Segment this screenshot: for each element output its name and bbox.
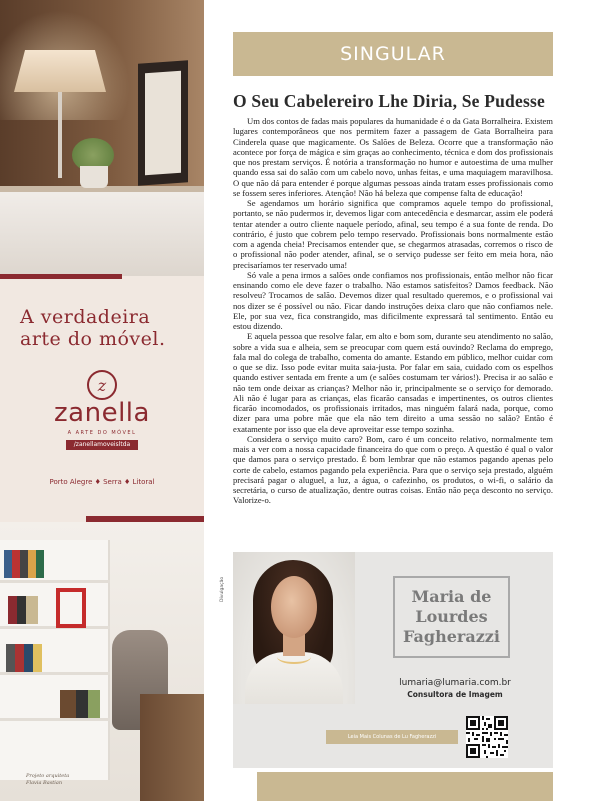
- divider: [0, 274, 122, 279]
- desk: [0, 186, 204, 276]
- paragraph: Considera o serviço muito caro? Bom, caro é um conceito relativo, normalmente tem mais a ver com a nossa capacidade financeira do que com o preço. A questão é qual o valor que damos para o serviço prestado. É bom lembrar que não estamos pagando apenas pelo corte de cabelo, estamos pagando pela experiência. Para que o serviço seja prestado, alguém precisará pagar o aluguel, a luz, a água, o cafezinho, os produtos, o wi-fi, o salário da secretária, o curso de atualização, dentre outras coisas. Então não peça desconto no serviço. Valorize-o.: [233, 433, 553, 506]
- interior-photo-lamp: [0, 0, 204, 276]
- section-banner: SINGULAR: [233, 32, 553, 76]
- photo-credit: Projeto arquiteta Flavia Bastian: [26, 773, 70, 786]
- article-body: [233, 116, 553, 506]
- paragraph: Só vale a pena irmos a salões onde confiamos nos profissionais, então melhor não ficar ensinando como ele deve fazer o trabalho. Não estamos satisfeitos? Damos feedback. Não resolveu? Trocamos de salão. Devemos dizer qual resultado queremos, e o profissional vai nos dizer se é possível ou não. Ficar dando instruções deixa claro que não confiamos nele. Ele, por sua vez, fica constrangido, mas dificilmente expressará tal sentimento. Então eu estou dizendo.: [233, 269, 553, 331]
- more-columns-button[interactable]: Leia Mais Colunas de Lu Fagherazzi: [326, 730, 458, 744]
- paragraph: Um dos contos de fadas mais populares da humanidade é o da Gata Borralheira. Existem lugares contemporâneos que nos permitem fazer a passagem de Gata Borralheira para Cinderela quase que magicamente. Os Salões de Beleza. Ocorre que a transformação não acontece por força de mágica e sim graças ao conhecimento, técnica e dom dos profissionais que nos prestam serviços. É notória a transformação no humor e autoestima de uma mulher quando essa sai do salão com um cabelo novo, unhas feitas, e uma maquiagem maravilhosa. O que não dá para entender é porque algumas pessoas ainda tratam esses profissionais como se fossem seres inferiores. Atenção! Não há beleza que compense falta de educação!: [233, 116, 553, 198]
- paragraph: E aquela pessoa que resolve falar, em alto e bom som, durante seu atendimento no salão, sobre a vida sua e alheia, sem se preocupar com quem está ouvindo? Reclama do emprego, fala mal do colega de trabalho, comenta do amante. Estando em público, melhor cuidar com o que se diz. Isso pode evitar muita saia-justa. Por falar em saia, cuidado com os espelhos quando estiver sentada em frente a um (e salões costumam ter vários!). Precisa ir ao salão e não tem onde deixar as crianças? Melhor não ir, principalmente se o serviço for demorado. Ali não é lugar para as crianças, elas ficarão cansadas e impertinentes, os outros clientes ficarão incomodados, os profissionais irritados, mas ninguém falará nada, porque, como dizer para uma pobre mãe que ela não tem direito a uma sessão no salão? Então é exatamente por isso que ela deve aproveitar esse tempo sozinha.: [233, 331, 553, 434]
- zanella-logo-icon: z: [87, 370, 117, 400]
- desk: [140, 694, 204, 801]
- article-title: O Seu Cabelereiro Lhe Diria, Se Pudesse: [233, 91, 545, 111]
- author-name: Maria de Lourdes Fagherazzi: [403, 587, 500, 646]
- interior-photo-office: [0, 522, 204, 801]
- red-shelf-box: [56, 588, 86, 628]
- author-photo: [233, 552, 355, 704]
- bookshelf: [0, 540, 110, 780]
- author-email-link[interactable]: lumaria@lumaria.com.br: [399, 678, 511, 688]
- photo-credit: Divulgação: [220, 576, 225, 602]
- ad-brand: zanella: [54, 398, 150, 428]
- footer-bar: [233, 772, 553, 801]
- facebook-link[interactable]: /zanellamoveisltda: [66, 440, 138, 450]
- ad-brand-subtitle: A ARTE DO MÓVEL: [67, 430, 137, 436]
- lamp-icon: [14, 50, 106, 92]
- ad-locations: Porto Alegre ♦ Serra ♦ Litoral: [49, 478, 155, 486]
- ad-tagline: A verdadeira arte do móvel.: [20, 306, 166, 350]
- author-role: Consultora de Imagem: [407, 690, 503, 699]
- qr-code-icon[interactable]: [466, 716, 508, 758]
- paragraph: Se agendamos um horário significa que compramos aquele tempo do profissional, portanto, se não pudermos ir, devemos ligar com antecedência e desmarcar, assim ele poderá tentar atender a outro cliente naquele período, afinal, seu tempo é a sua fonte de renda. Do contrário, é justo que cobrem pelo tempo reservado. Profissionais bons normalmente estão com a agenda cheia! Precisamos entender que, se chegarmos atrasadas, corremos o risco de o profissional não poder atender, afinal, se o serviço pudesse ser feito em meia hora, não precisaríamos ter reservado uma!: [233, 198, 553, 270]
- zanella-advertisement: [0, 0, 204, 801]
- author-name-frame: [393, 576, 510, 658]
